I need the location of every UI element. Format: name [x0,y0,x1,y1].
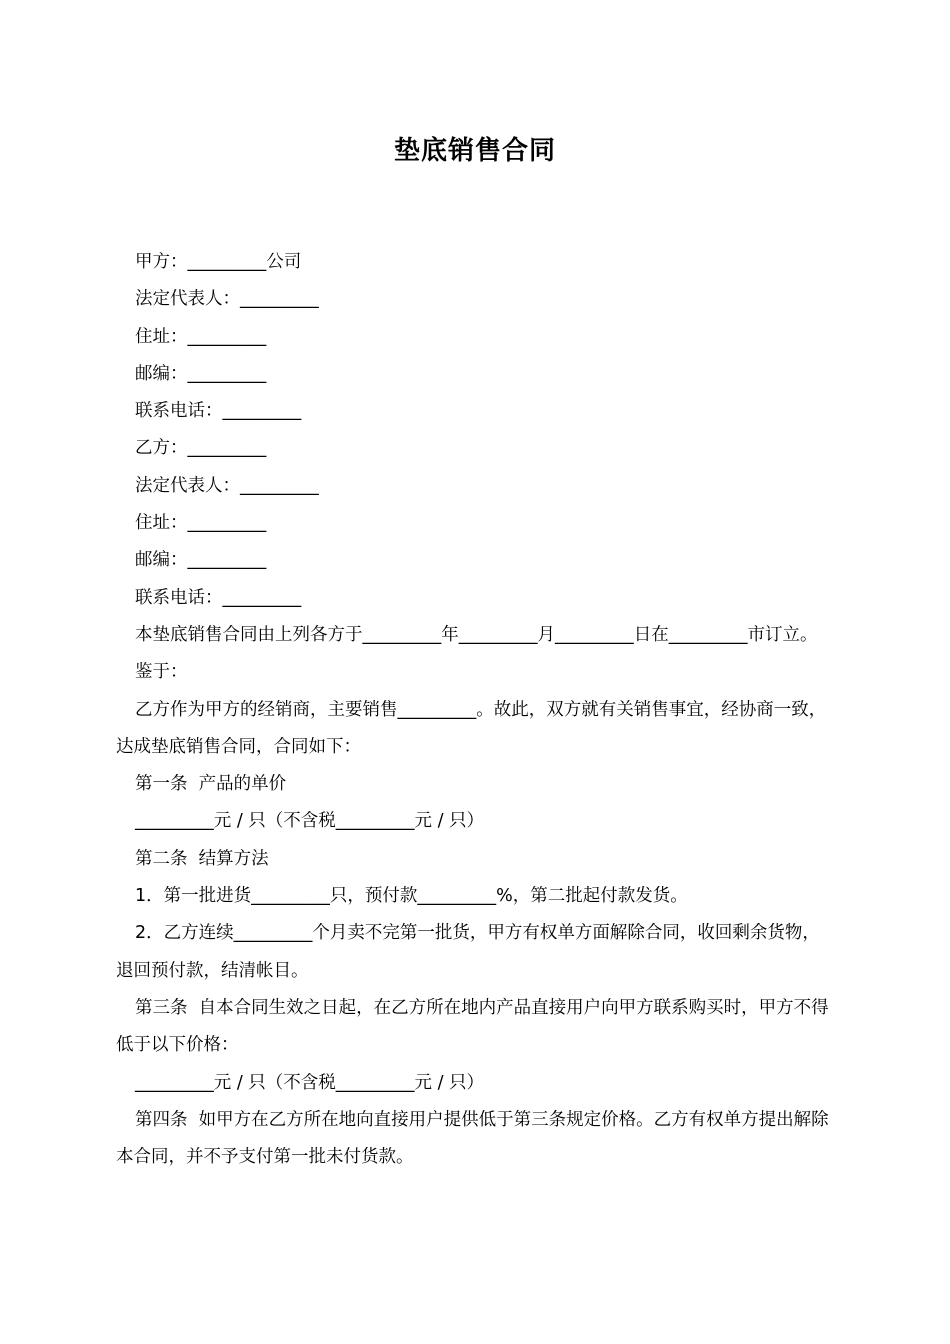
contract-signing-clause: 本垫底销售合同由上列各方于_________年_________月_________日在_________市订立。 [135,624,818,645]
whereas-heading: 鉴于： [135,662,188,683]
article-2-item-2: 2．乙方连续_________个月卖不完第一批货，甲方有权单方面解除合同，收回剩余货物，退回预付款，结清帐目。 [116,923,820,981]
article-4-paragraph: 第四条 如甲方在乙方所在地向直接用户提供低于第三条规定价格。乙方有权单方提出解除本合同，并不予支付第一批未付货款。 [116,1109,829,1168]
party-b-phone: 联系电话：_________ [135,587,302,608]
article-1-heading: 第一条 产品的单价 [135,774,287,795]
article-1-price: _________元 / 只（不含税_________元 / 只） [135,811,485,832]
party-b-address: 住址：_________ [135,513,267,534]
article-3-paragraph: 第三条 自本合同生效之日起，在乙方所在地内产品直接用户向甲方联系购买时，甲方不得低于以下价格： [116,997,829,1056]
party-b-postcode: 邮编：_________ [135,550,267,571]
article-2-item-1: 1．第一批进货_________只，预付款_________%，第二批起付款发货。 [135,886,688,907]
party-a-phone: 联系电话：_________ [135,401,302,422]
party-a-postcode: 邮编：_________ [135,363,267,384]
whereas-paragraph: 乙方作为甲方的经销商，主要销售_________。故此，双方就有关销售事宜，经协商一致，达成垫底销售合同，合同如下： [116,699,827,757]
party-b-name: 乙方：_________ [135,438,267,459]
party-a-name: 甲方：_________公司 [135,252,302,272]
party-b-legal-rep: 法定代表人：_________ [135,475,319,496]
article-3-price: _________元 / 只（不含税_________元 / 只） [135,1072,485,1093]
article-2-heading: 第二条 结算方法 [135,848,269,869]
document-body [116,244,836,1176]
party-a-legal-rep: 法定代表人：_________ [135,289,319,310]
document-title: 垫底销售合同 [393,136,556,166]
party-a-address: 住址：_________ [135,326,267,347]
